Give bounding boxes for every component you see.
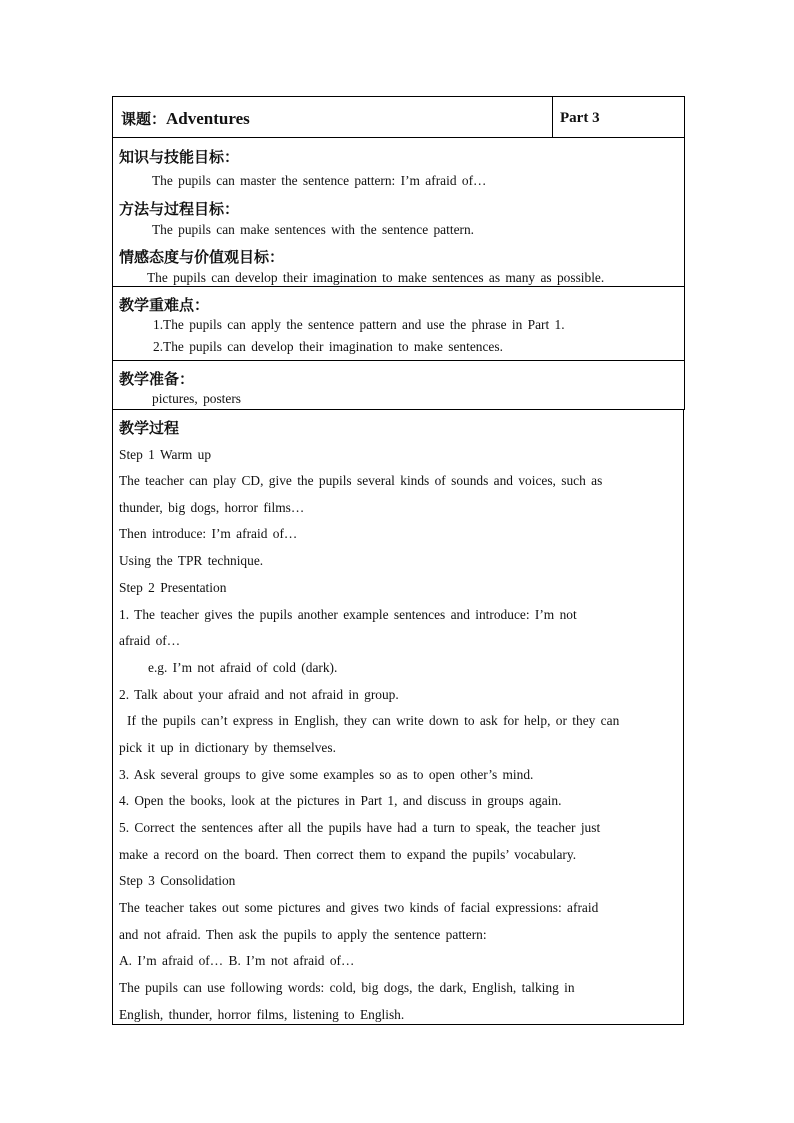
method-heading: 方法与过程目标：: [119, 200, 240, 218]
key-points-cell: [112, 286, 685, 361]
key-points-heading: 教学重难点：: [119, 296, 210, 314]
part-cell: [552, 96, 685, 138]
lesson-title: [121, 108, 250, 129]
process-line: The teacher can play CD, give the pupils several kinds of sounds and voices, such as: [119, 473, 603, 488]
process-line: The teacher takes out some pictures and gives two kinds of facial expressions: afraid: [119, 900, 599, 915]
attitude-heading: 情感态度与价值观目标：: [119, 248, 285, 266]
key-point-item: 1.The pupils can apply the sentence pattern and use the phrase in Part 1.: [153, 317, 565, 332]
process-line: 5. Correct the sentences after all the pupils have had a turn to speak, the teacher just: [119, 820, 601, 835]
process-line: afraid of…: [119, 633, 181, 648]
process-line: 3. Ask several groups to give some examples so as to open other’s mind.: [119, 767, 534, 782]
attitude-text: The pupils can develop their imagination to make sentences as many as possible.: [147, 270, 605, 285]
title-label: 课题：: [121, 110, 167, 128]
title-value: Adventures: [166, 109, 250, 128]
part-label: Part 3: [560, 110, 600, 126]
process-line: and not afraid. Then ask the pupils to apply the sentence pattern:: [119, 927, 487, 942]
process-line: The pupils can use following words: cold, big dogs, the dark, English, talking in: [119, 980, 575, 995]
process-line: 2. Talk about your afraid and not afraid in group.: [119, 687, 399, 702]
process-cell: [112, 409, 684, 1025]
process-line: Step 1 Warm up: [119, 447, 212, 462]
method-text: The pupils can make sentences with the sentence pattern.: [152, 222, 475, 237]
knowledge-text: The pupils can master the sentence pattern: I’m afraid of…: [152, 173, 487, 188]
preparation-cell: [112, 360, 685, 410]
process-line: A. I’m afraid of… B. I’m not afraid of…: [119, 953, 355, 968]
preparation-heading: 教学准备：: [119, 370, 195, 388]
knowledge-heading: 知识与技能目标：: [119, 148, 240, 166]
process-heading: 教学过程: [119, 419, 180, 437]
process-line: English, thunder, horror films, listening to English.: [119, 1007, 405, 1022]
goals-cell: [112, 137, 685, 287]
process-line: 4. Open the books, look at the pictures in Part 1, and discuss in groups again.: [119, 793, 562, 808]
process-line: Step 2 Presentation: [119, 580, 227, 595]
process-line: Step 3 Consolidation: [119, 873, 236, 888]
process-line: thunder, big dogs, horror films…: [119, 500, 305, 515]
process-line: make a record on the board. Then correct them to expand the pupils’ vocabulary.: [119, 847, 577, 862]
process-line: Using the TPR technique.: [119, 553, 264, 568]
key-point-item: 2.The pupils can develop their imagination to make sentences.: [153, 339, 503, 354]
process-line: e.g. I’m not afraid of cold (dark).: [148, 660, 338, 675]
preparation-text: pictures, posters: [152, 391, 242, 406]
process-line: pick it up in dictionary by themselves.: [119, 740, 336, 755]
process-line: 1. The teacher gives the pupils another example sentences and introduce: I’m not: [119, 607, 577, 622]
process-line: If the pupils can’t express in English, they can write down to ask for help, or they can: [127, 713, 620, 728]
title-cell: [112, 96, 553, 138]
process-line: Then introduce: I’m afraid of…: [119, 526, 298, 541]
